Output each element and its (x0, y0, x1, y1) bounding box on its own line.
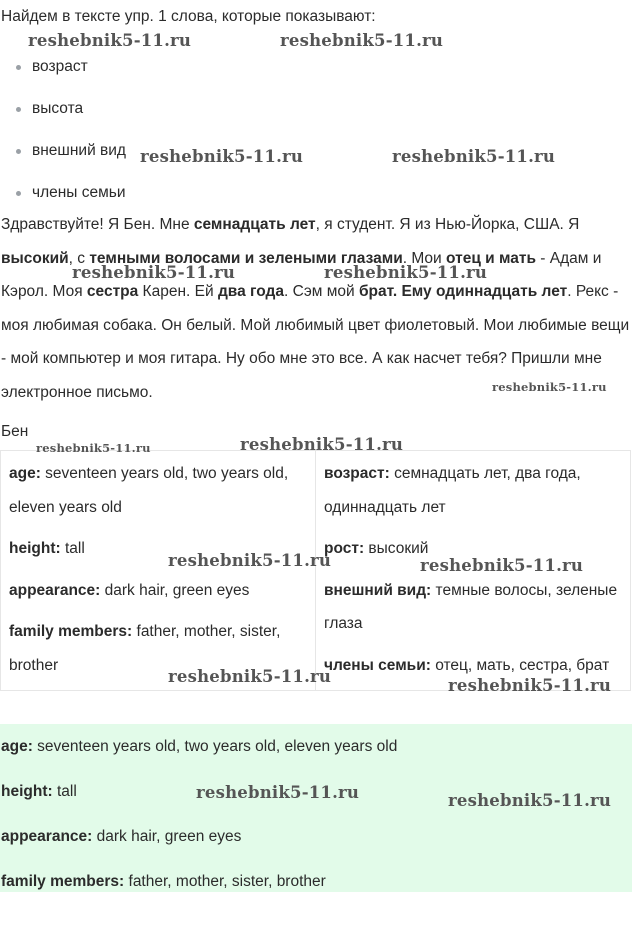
answer-label: appearance: (9, 581, 101, 599)
watermark: reshebnik5-11.ru (448, 676, 612, 695)
answer-label: внешний вид: (324, 581, 432, 599)
answer-label: члены семьи: (324, 656, 431, 674)
answer-item (324, 457, 624, 524)
summary-value: dark hair, green eyes (92, 828, 242, 845)
intro-text: Найдем в тексте упр. 1 слова, которые показывают: (1, 8, 376, 25)
watermark: reshebnik5-11.ru (448, 791, 612, 810)
watermark: reshebnik5-11.ru (72, 263, 236, 282)
watermark: reshebnik5-11.ru (140, 147, 304, 166)
topic-list (16, 50, 126, 218)
answer-label: рост: (324, 540, 365, 557)
answer-value: father, mother, sister, brother (9, 623, 281, 674)
watermark: reshebnik5-11.ru (280, 31, 444, 50)
summary-item (0, 724, 632, 769)
list-item: члены семьи (16, 176, 126, 218)
answer-value: tall (60, 540, 85, 557)
letter-text (1, 208, 632, 409)
letter-highlight: темными волосами и зелеными глазами (89, 249, 403, 267)
answer-item (9, 457, 309, 524)
letter-fragment: . Сэм мой (284, 283, 359, 300)
summary-value: seventeen years old, two years old, eleven years old (32, 738, 398, 755)
letter-highlight: семнадцать лет (193, 216, 316, 233)
letter-fragment: Карен. Ей (138, 283, 218, 300)
summary-label: appearance: (1, 828, 93, 845)
summary-label: height: (1, 783, 53, 800)
answer-label: age: (9, 465, 41, 482)
watermark: reshebnik5-11.ru (324, 263, 488, 282)
answer-value: темные волосы, зеленые глаза (324, 581, 618, 632)
letter-highlight: отец и мать (446, 249, 536, 267)
summary-label: family members: (1, 873, 125, 890)
answer-table (0, 450, 631, 691)
summary-item (0, 814, 632, 859)
answer-label: family members: (9, 623, 133, 640)
letter-highlight: два года (217, 283, 285, 300)
watermark: reshebnik5-11.ru (168, 551, 332, 570)
answer-label: возраст: (324, 465, 390, 482)
summary-item (0, 859, 632, 904)
watermark: reshebnik5-11.ru (36, 441, 151, 455)
list-item: высота (16, 92, 126, 134)
table-cell-russian (316, 451, 631, 691)
letter-signature: Бен (1, 423, 29, 440)
letter-fragment: Здравствуйте! Я Бен. Мне (1, 216, 194, 233)
letter-highlight: высокий (1, 249, 69, 267)
answer-item (9, 574, 309, 608)
summary-value: tall (52, 783, 77, 800)
watermark: reshebnik5-11.ru (196, 783, 360, 802)
letter-fragment: . Мои (402, 249, 447, 267)
letter-fragment: , я студент. Я из Нью-Йорка, США. Я (315, 216, 580, 233)
letter-fragment: , с (68, 249, 90, 267)
summary-value: father, mother, sister, brother (124, 873, 326, 890)
answer-value: dark hair, green eyes (100, 581, 250, 599)
watermark: reshebnik5-11.ru (168, 667, 332, 686)
summary-item (0, 769, 632, 814)
answer-item (9, 532, 309, 566)
letter-fragment: . Рекс - моя любимая собака. Он белый. Мой любимый цвет фиолетовый. Мои любимые вещи - мой компьютер и моя гитара. Ну обо мне это все. А как насчет тебя? Пришли мне электронное письмо. (1, 283, 630, 401)
list-item: возраст (16, 50, 126, 92)
watermark: reshebnik5-11.ru (492, 380, 607, 394)
summary-box (0, 724, 632, 892)
answer-item (9, 615, 309, 682)
answer-item (324, 574, 624, 641)
watermark: reshebnik5-11.ru (240, 435, 404, 454)
summary-label: age: (1, 738, 33, 755)
answer-item (324, 532, 624, 566)
table-cell-english (1, 451, 316, 691)
table-row (1, 451, 631, 691)
letter-highlight: сестра (86, 283, 139, 300)
watermark: reshebnik5-11.ru (28, 31, 192, 50)
answer-item (324, 649, 624, 683)
answer-value: семнадцать лет, два года, одиннадцать лет (324, 465, 581, 516)
answer-value: отец, мать, сестра, брат (430, 656, 610, 674)
answer-value: seventeen years old, two years old, eleven years old (9, 465, 289, 516)
letter-highlight: брат. Ему одиннадцать лет (358, 283, 568, 300)
list-item: внешний вид (16, 134, 126, 176)
watermark: reshebnik5-11.ru (392, 147, 556, 166)
watermark: reshebnik5-11.ru (420, 556, 584, 575)
answer-label: height: (9, 540, 61, 557)
letter-fragment: - Адам и Кэрол. Моя (1, 249, 602, 300)
answer-value: высокий (364, 540, 429, 557)
